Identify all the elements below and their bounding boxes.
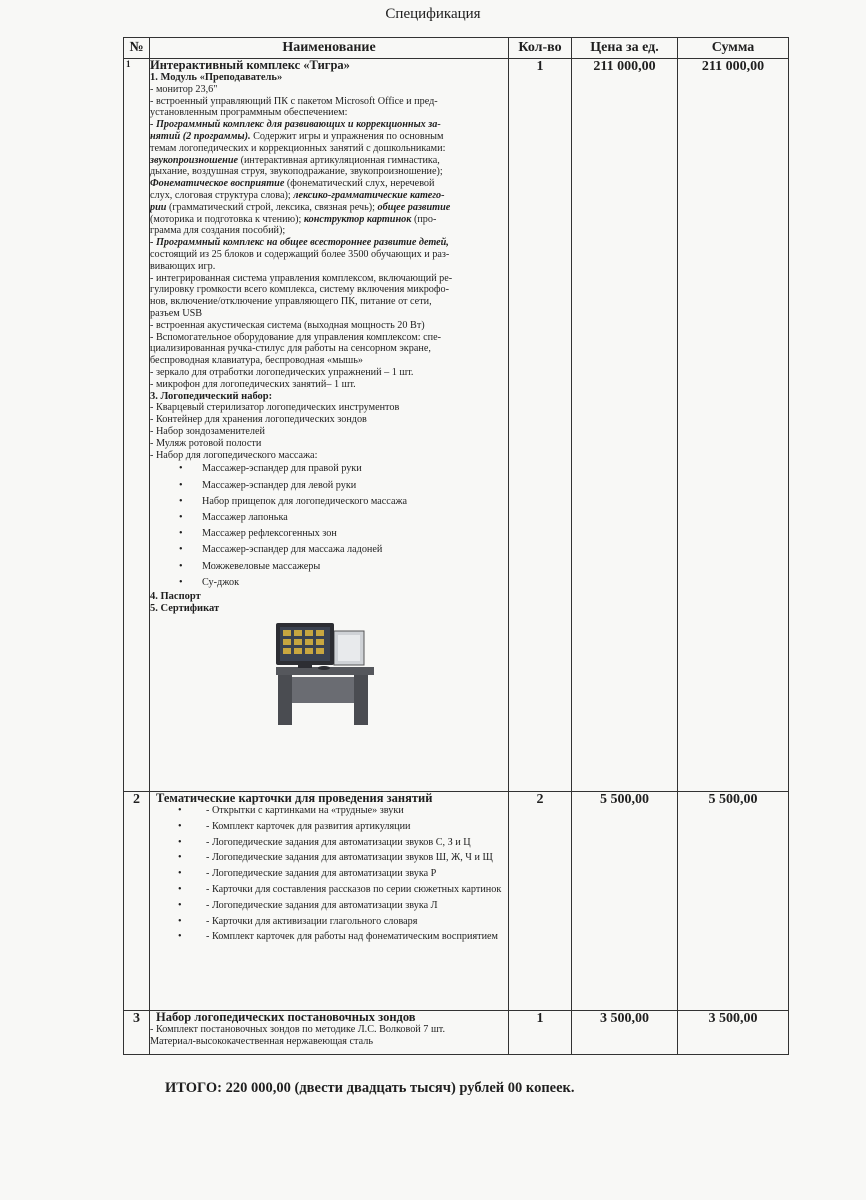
row1-term: рии <box>150 201 167 213</box>
row2-sum: 5 500,00 <box>678 792 789 1011</box>
row1-module5: 5. Сертификат <box>150 602 220 614</box>
row1-line: циализированная ручка-стилус для работы на сенсорном экране, <box>150 343 431 355</box>
row1-line: установленным программным обеспечением: <box>150 107 348 119</box>
row1-line: нов, включение/отключение управляющего ПК, питание от сети, <box>150 296 432 308</box>
row1-line: гулировку громкости всего комплекса, систему включения микрофо- <box>150 284 449 296</box>
list-item: • Массажер-эспандер для массажа ладоней <box>150 542 508 558</box>
row1-line: состоящий из 25 блоков и содержащий более 3500 обучающих и раз- <box>150 248 450 260</box>
row2-description <box>150 792 509 1011</box>
row1-line: - Программный комплекс на общее всестороннее развитие детей, <box>150 237 449 249</box>
list-item: • Массажер лапонька <box>150 510 508 526</box>
row1-module1: 1. Модуль «Преподаватель» <box>150 72 283 83</box>
row3-line: - Комплект постановочных зондов по методике Л.С. Волковой 7 шт. <box>150 1024 446 1035</box>
cards-list <box>178 805 508 943</box>
row1-module3: 3. Логопедический набор: <box>150 390 273 402</box>
header-price: Цена за ед. <box>572 38 678 59</box>
row1-module4: 4. Паспорт <box>150 590 201 602</box>
row1-program-name: нятий (2 программы). <box>150 130 251 142</box>
row1-line: темам логопедических и коррекционных занятий с дошкольниками: <box>150 142 446 154</box>
row1-kit-item: - Набор для логопедического массажа: <box>150 449 318 461</box>
row1-kit-item: - Кварцевый стерилизатор логопедических инструментов <box>150 402 400 414</box>
row1-kit-item: - Контейнер для хранения логопедических зондов <box>150 414 367 426</box>
row1-term: лексико-грамматические катего- <box>293 189 445 201</box>
massage-list <box>150 461 508 591</box>
row1-line: - зеркало для отработки логопедических упражнений – 1 шт. <box>150 366 414 378</box>
row1-line: - интегрированная система управления комплексом, включающий ре- <box>150 272 453 284</box>
row1-line: грамма для создания пособий); <box>150 225 286 237</box>
row3-description <box>150 1011 509 1055</box>
list-item: • - Карточки для составления рассказов по серии сюжетных картинок <box>178 884 508 896</box>
list-item: • - Комплект карточек для работы над фонематическим восприятием <box>178 931 508 943</box>
row1-line: - микрофон для логопедических занятий– 1 шт. <box>150 378 356 390</box>
row1-term: звукопроизношение <box>150 154 239 166</box>
row1-line <box>150 131 508 143</box>
table-row-2 <box>124 792 789 1011</box>
interactive-complex-photo <box>268 623 380 727</box>
list-item: • - Логопедические задания для автоматизации звуков Ш, Ж, Ч и Щ <box>178 852 508 864</box>
table-row-3 <box>124 1011 789 1055</box>
row1-description <box>150 59 509 792</box>
list-item: • Су-джок <box>150 575 508 591</box>
row1-line: - Вспомогательное оборудование для управления комплексом: спе- <box>150 331 441 343</box>
row1-sum: 211 000,00 <box>678 59 789 792</box>
row3-qty: 1 <box>509 1011 572 1055</box>
list-item: • Можжевеловые массажеры <box>150 559 508 575</box>
table-header-row <box>124 38 789 59</box>
row1-line <box>150 155 508 167</box>
document-title: Спецификация <box>385 6 481 22</box>
list-item: • Набор прищепок для логопедического массажа <box>150 494 508 510</box>
row1-line: - монитор 23,6" <box>150 83 218 95</box>
row3-num: 3 <box>124 1011 150 1055</box>
list-item: • - Карточки для активизации глагольного словаря <box>178 916 508 928</box>
header-qty: Кол-во <box>509 38 572 59</box>
row1-line: - Программный комплекс для развивающих и коррекционных за- <box>150 119 441 131</box>
row1-line: беспроводная клавиатура, беспроводная «мышь» <box>150 355 363 367</box>
row3-sum: 3 500,00 <box>678 1011 789 1055</box>
list-item: • Массажер рефлексогенных зон <box>150 526 508 542</box>
row1-line: разъем USB <box>150 307 203 319</box>
list-item: • Массажер-эспандер для левой руки <box>150 478 508 494</box>
row1-line: вивающих игр. <box>150 260 216 272</box>
row3-title: Набор логопедических постановочных зондов <box>156 1010 416 1024</box>
list-item: • - Логопедические задания для автоматизации звука Р <box>178 868 508 880</box>
row2-price: 5 500,00 <box>572 792 678 1011</box>
row1-line: - встроенная акустическая система (выходная мощность 20 Вт) <box>150 319 425 331</box>
row3-line: Материал-высококачественная нержавеющая сталь <box>150 1035 373 1047</box>
row1-text: (про- <box>411 213 437 225</box>
grand-total: ИТОГО: 220 000,00 (двести двадцать тысяч) рублей 00 копеек. <box>165 1080 575 1096</box>
list-item: • - Открытки с картинками на «трудные» звуки <box>178 805 508 817</box>
row1-kit-item: - Муляж ротовой полости <box>150 437 262 449</box>
row1-line <box>150 178 508 190</box>
row1-text: (фонематический слух, неречевой <box>284 178 435 190</box>
row1-line <box>150 202 508 214</box>
row2-title: Тематические карточки для проведения занятий <box>156 791 433 805</box>
row1-text: слух, слоговая структура слова); <box>150 189 294 201</box>
list-item: • - Логопедические задания для автоматизации звуков С, З и Ц <box>178 837 508 849</box>
row3-price: 3 500,00 <box>572 1011 678 1055</box>
row1-term: Фонематическое восприятие <box>150 178 285 190</box>
row2-qty: 2 <box>509 792 572 1011</box>
header-num: № <box>124 38 150 59</box>
row1-line: - встроенный управляющий ПК с пакетом Microsoft Office и пред- <box>150 95 438 107</box>
row1-line <box>150 214 508 226</box>
row1-num: 1 <box>124 59 150 792</box>
row2-num: 2 <box>124 792 150 1011</box>
table-row-1 <box>124 59 789 792</box>
specification-table <box>123 37 789 1055</box>
row1-price: 211 000,00 <box>572 59 678 792</box>
list-item: • Массажер-эспандер для правой руки <box>150 461 508 477</box>
header-sum: Сумма <box>678 38 789 59</box>
row1-kit-item: - Набор зондозаменителей <box>150 425 265 437</box>
row1-term: общее развитие <box>377 201 451 213</box>
header-name: Наименование <box>150 38 509 59</box>
list-item: • - Логопедические задания для автоматизации звука Л <box>178 900 508 912</box>
row1-line <box>150 190 508 202</box>
row1-line: дыхание, воздушная струя, звукоподражание, звукопроизношение); <box>150 166 443 178</box>
row1-title: Интерактивный комплекс «Тигра» <box>150 58 350 72</box>
list-item: • - Комплект карточек для развития артикуляции <box>178 821 508 833</box>
row1-term: конструктор картинок <box>303 213 412 225</box>
row1-text: Содержит игры и упражнения по основным <box>250 130 444 142</box>
row1-text: (интерактивная артикуляционная гимнастика, <box>238 154 440 166</box>
row1-qty: 1 <box>509 59 572 792</box>
row1-text: (моторика и подготовка к чтению); <box>150 213 304 225</box>
row1-text: (грамматический строй, лексика, связная речь); <box>166 201 378 213</box>
